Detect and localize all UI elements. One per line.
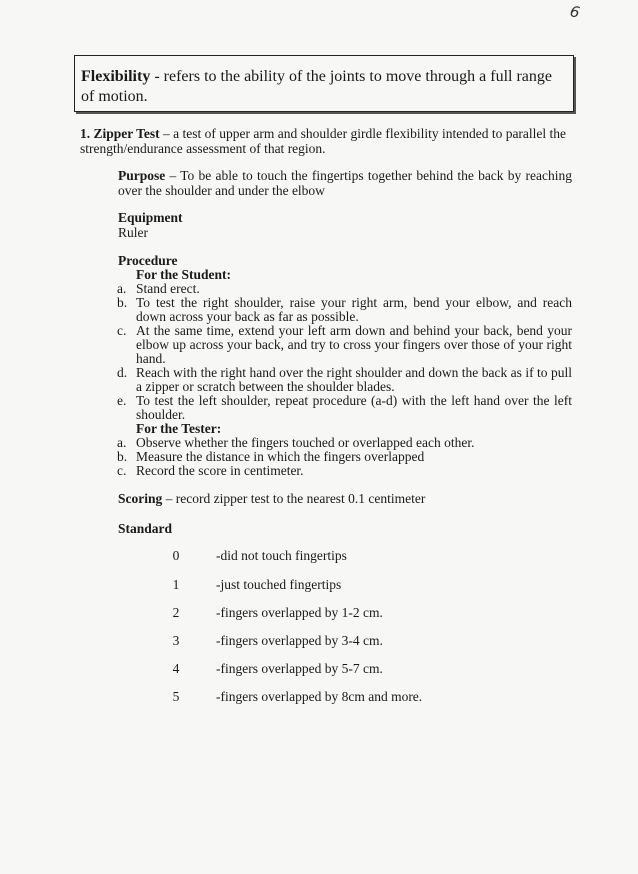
list-item <box>117 394 572 422</box>
list-item <box>117 436 572 450</box>
standard-row <box>160 689 560 707</box>
procedure-label: Procedure <box>118 253 178 268</box>
scoring-label: Scoring <box>118 491 163 506</box>
list-text: Record the score in centimeter. <box>136 463 304 478</box>
list-item <box>117 450 572 464</box>
list-text: Measure the distance in which the fingers overlapped <box>136 449 425 464</box>
tester-subheading: For the Tester: <box>136 421 222 436</box>
list-marker: b. <box>117 449 128 464</box>
equipment-label: Equipment <box>118 210 183 225</box>
list-marker: e. <box>117 393 127 408</box>
standard-description: -fingers overlapped by 5-7 cm. <box>216 661 383 676</box>
standard-row <box>160 605 560 623</box>
list-text: Reach with the right hand over the right shoulder and down the back as if to pull a zipper or scratch between the shoulder blades. <box>136 365 572 394</box>
list-item <box>117 366 572 394</box>
standard-score: 5 <box>172 689 180 704</box>
list-text: Stand erect. <box>136 281 200 296</box>
standard-description: -just touched fingertips <box>216 577 342 592</box>
list-text: At the same time, extend your left arm down and behind your back, bend your elbow up across your back, and try to cross your fingers over those of your right hand. <box>136 323 572 366</box>
list-marker: c. <box>117 323 127 338</box>
list-marker: a. <box>117 281 127 296</box>
standard-description: -fingers overlapped by 3-4 cm. <box>216 633 383 648</box>
standard-row <box>160 548 560 566</box>
list-marker: d. <box>117 365 128 380</box>
standard-score: 1 <box>172 577 180 592</box>
standard-row <box>160 577 560 595</box>
list-item <box>117 296 572 324</box>
standard-description: -fingers overlapped by 8cm and more. <box>216 689 423 704</box>
purpose-text: – To be able to touch the fingertips together behind the back by reaching over the shoulder and under the elbow <box>118 168 572 198</box>
list-text: To test the right shoulder, raise your right arm, bend your elbow, and reach down across your back as far as possible. <box>136 295 572 324</box>
standard-score: 4 <box>172 661 180 676</box>
page-number: 6 <box>568 2 582 22</box>
standard-description: -did not touch fingertips <box>216 548 347 563</box>
list-marker: b. <box>117 295 128 310</box>
test-title: 1. Zipper Test <box>80 126 160 141</box>
standard-score: 0 <box>172 548 180 563</box>
purpose-label: Purpose <box>118 168 166 183</box>
list-text: To test the left shoulder, repeat procedure (a-d) with the left hand over the left shoulder. <box>136 393 572 422</box>
definition-text: - refers to the ability of the joints to move through a full range of motion. <box>81 68 552 105</box>
scoring-text: – record zipper test to the nearest 0.1 centimeter <box>162 491 426 506</box>
standard-label: Standard <box>118 521 173 536</box>
purpose-paragraph <box>118 168 572 198</box>
standard-score: 2 <box>172 605 180 620</box>
list-item <box>117 324 572 366</box>
list-item <box>117 282 572 296</box>
scoring-paragraph <box>118 491 425 507</box>
standard-row <box>160 661 560 679</box>
test-description: – a test of upper arm and shoulder girdle flexibility intended to parallel the strength/endurance assessment of that region. <box>80 126 567 156</box>
list-marker: a. <box>117 435 127 450</box>
definition-box <box>74 55 574 112</box>
list-text: Observe whether the fingers touched or overlapped each other. <box>136 435 475 450</box>
list-item <box>117 464 572 478</box>
equipment-item: Ruler <box>118 225 148 240</box>
student-subheading: For the Student: <box>136 267 232 282</box>
list-marker: c. <box>117 463 127 478</box>
test-intro <box>80 126 572 156</box>
standard-score: 3 <box>172 633 180 648</box>
standard-description: -fingers overlapped by 1-2 cm. <box>216 605 383 620</box>
standard-row <box>160 633 560 651</box>
student-steps <box>117 282 572 422</box>
tester-steps <box>117 436 572 478</box>
definition-term: Flexibility <box>81 68 151 85</box>
